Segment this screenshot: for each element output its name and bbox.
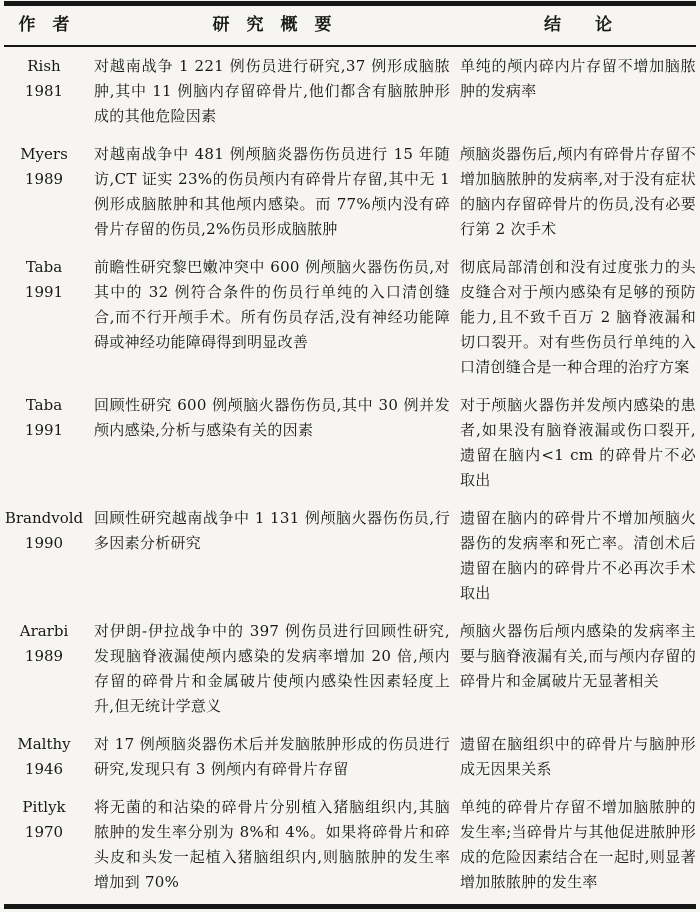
table-row bbox=[4, 729, 696, 785]
table-row bbox=[4, 792, 696, 898]
table-body bbox=[4, 47, 696, 904]
author-name: Myers bbox=[20, 145, 68, 163]
study-summary-cell: 回顾性研究越南战争中 1 131 例颅脑火器伤伤员,行多因素分析研究 bbox=[94, 509, 450, 552]
author-cell bbox=[4, 54, 84, 129]
study-summary-cell: 对越南战争中 481 例颅脑炎器伤伤员进行 15 年随访,CT 证实 23%的伤员颅内有碎骨片存留,其中无 1 例形成脑脓肿和其他颅内感染。而 77%颅内没有碎骨片存留的伤员,2%伤员形成脑脓肿 bbox=[94, 145, 450, 238]
publication-year: 1989 bbox=[24, 170, 64, 188]
publication-year: 1989 bbox=[24, 647, 64, 665]
conclusion-cell: 对于颅脑火器伤并发颅内感染的患者,如果没有脑脊液漏或伤口裂开,遗留在脑内<1 cm 的碎骨片不必取出 bbox=[460, 396, 696, 489]
author-cell bbox=[4, 795, 84, 895]
author-cell bbox=[4, 393, 84, 493]
study-summary-cell: 将无菌的和沾染的碎骨片分别植入猪脑组织内,其脑脓肿的发生率分别为 8%和 4%。如果将碎骨片和碎头皮和头发一起植入猪脑组织内,则脑脓肿的发生率增加到 70% bbox=[94, 798, 450, 891]
author-cell bbox=[4, 619, 84, 719]
author-name: Brandvold bbox=[4, 509, 84, 527]
table-row bbox=[4, 51, 696, 132]
table-row bbox=[4, 139, 696, 245]
study-summary-cell: 对 17 例颅脑炎器伤术后并发脑脓肿形成的伤员进行研究,发现只有 3 例颅内有碎骨片存留 bbox=[94, 735, 450, 778]
study-summary-cell: 回顾性研究 600 例颅脑火器伤伤员,其中 30 例并发颅内感染,分析与感染有关的因素 bbox=[94, 396, 450, 439]
conclusion-cell: 单纯的颅内碎内片存留不增加脑脓肿的发病率 bbox=[460, 57, 696, 100]
author-name: Rish bbox=[27, 57, 61, 75]
table-row bbox=[4, 252, 696, 383]
column-header-author: 作 者 bbox=[18, 15, 70, 35]
column-header-conclusion: 结 论 bbox=[544, 15, 612, 35]
table-header-row bbox=[4, 6, 696, 47]
conclusion-cell: 遗留在脑内的碎骨片不增加颅脑火器伤的发病率和死亡率。清创术后遗留在脑内的碎骨片不必再次手术取出 bbox=[460, 509, 696, 602]
publication-year: 1981 bbox=[24, 82, 64, 100]
conclusion-cell: 单纯的碎骨片存留不增加脑脓肿的发生率;当碎骨片与其他促进脓肿形成的危险因素结合在一起时,则显著增加脓脓肿的发生率 bbox=[460, 798, 696, 891]
study-summary-cell: 对越南战争 1 221 例伤员进行研究,37 例形成脑脓肿,其中 11 例脑内存留碎骨片,他们都含有脑脓肿形成的其他危险因素 bbox=[94, 57, 450, 125]
author-name: Taba bbox=[25, 396, 63, 414]
author-cell bbox=[4, 506, 84, 606]
author-name: Ararbi bbox=[19, 622, 69, 640]
conclusion-cell: 遗留在脑组织中的碎骨片与脑肿形成无因果关系 bbox=[460, 735, 696, 778]
table-row bbox=[4, 616, 696, 722]
publication-year: 1991 bbox=[24, 283, 64, 301]
literature-review-table bbox=[4, 1, 696, 909]
study-summary-cell: 对伊朗-伊拉战争中的 397 例伤员进行回顾性研究,发现脑脊液漏使颅内感染的发病率增加 20 倍,颅内存留的碎骨片和金属破片使颅内感染性因素轻度上升,但无统计学意义 bbox=[94, 622, 450, 715]
conclusion-cell: 颅脑炎器伤后,颅内有碎骨片存留不增加脑脓肿的发病率,对于没有症状的脑内存留碎骨片的伤员,没有必要行第 2 次手术 bbox=[460, 145, 696, 238]
column-header-study-summary: 研 究 概 要 bbox=[212, 15, 332, 35]
publication-year: 1946 bbox=[24, 760, 64, 778]
conclusion-cell: 颅脑火器伤后颅内感染的发病率主要与脑脊液漏有关,而与颅内存留的碎骨片和金属破片无显著相关 bbox=[460, 622, 696, 690]
publication-year: 1970 bbox=[24, 823, 64, 841]
study-summary-cell: 前瞻性研究黎巴嫩冲突中 600 例颅脑火器伤伤员,对其中的 32 例符合条件的伤员行单纯的入口清创缝合,而不行开颅手术。所有伤员存活,没有神经功能障碍或神经功能障碍得到明显改善 bbox=[94, 258, 450, 351]
publication-year: 1990 bbox=[24, 534, 64, 552]
author-cell bbox=[4, 732, 84, 782]
author-cell bbox=[4, 255, 84, 380]
table-row bbox=[4, 503, 696, 609]
author-name: Pitlyk bbox=[22, 798, 66, 816]
table-row bbox=[4, 390, 696, 496]
author-name: Malthy bbox=[17, 735, 71, 753]
conclusion-cell: 彻底局部清创和没有过度张力的头皮缝合对于颅内感染有足够的预防能力,且不致千百万 2 脑脊液漏和切口裂开。对有些伤员行单纯的入口清创缝合是一种合理的治疗方案 bbox=[460, 258, 696, 376]
author-name: Taba bbox=[25, 258, 63, 276]
author-cell bbox=[4, 142, 84, 242]
publication-year: 1991 bbox=[24, 421, 64, 439]
